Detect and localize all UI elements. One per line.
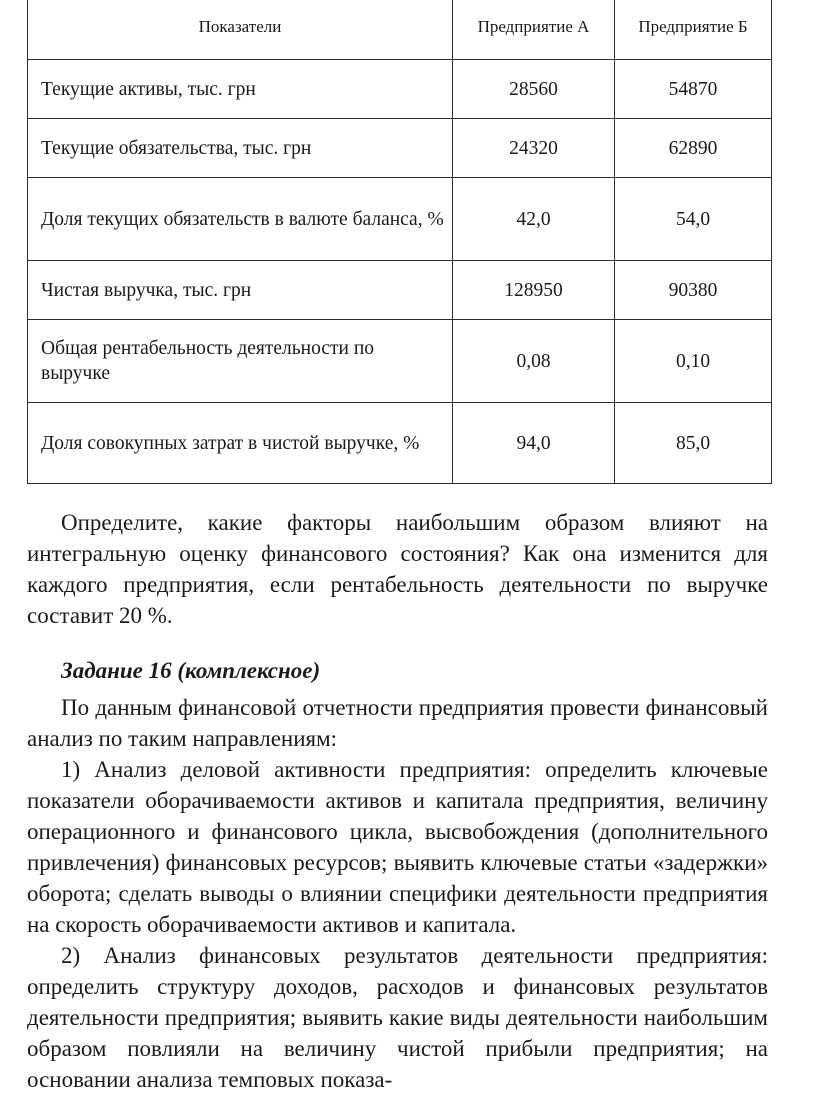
value-a: 94,0 (453, 403, 615, 484)
table-row (28, 60, 772, 119)
indicators-table (27, 0, 772, 484)
question-block (27, 507, 768, 631)
task-body (27, 692, 768, 1095)
header-indicators: Показатели (28, 0, 453, 60)
table-row (28, 119, 772, 178)
header-enterprise-b: Предприятие Б (615, 0, 772, 60)
task-item-1: 1) Анализ деловой активности предприятия: определить ключевые показатели оборачиваемости активов и капитала предприятия, величину операционного и финансового цикла, высвобождения (дополнительного привлечения) финансовых ресурсов; выявить ключевые статьи «задержки» оборота; сделать выводы о влиянии специфики деятельности предприятия на скорость оборачиваемости активов и капитала. (27, 757, 768, 937)
task-item-2: 2) Анализ финансовых результатов деятельности предприятия: определить структуру доходов, расходов и финансовых результатов деятельности предприятия; выявить какие виды деятельности наибольшим образом повлияли на величину чистой прибыли предприятия; на основании анализа темповых показа- (27, 943, 768, 1092)
row-label: Чистая выручка, тыс. грн (28, 261, 453, 320)
value-b: 54870 (615, 60, 772, 119)
question-paragraph: Определите, какие факторы наибольшим образом влияют на интегральную оценку финансового состояния? Как она изменится для каждого предприятия, если рентабельность деятельности по выручке составит 20 %. (27, 510, 768, 628)
value-b: 62890 (615, 119, 772, 178)
table-row (28, 178, 772, 261)
value-b: 85,0 (615, 403, 772, 484)
value-a: 128950 (453, 261, 615, 320)
table-row (28, 320, 772, 403)
table-row (28, 403, 772, 484)
task-intro-paragraph: По данным финансовой отчетности предприятия провести финансовый анализ по таким направлениям: (27, 695, 768, 751)
value-b: 90380 (615, 261, 772, 320)
table-row (28, 261, 772, 320)
value-b: 54,0 (615, 178, 772, 261)
value-a: 42,0 (453, 178, 615, 261)
task-heading: Задание 16 (комплексное) (61, 658, 321, 683)
value-a: 0,08 (453, 320, 615, 403)
row-label: Доля текущих обязательств в валюте баланса, % (28, 178, 453, 261)
value-b: 0,10 (615, 320, 772, 403)
row-label: Общая рентабельность деятельности по выручке (28, 320, 453, 403)
table-header-row (28, 0, 772, 60)
header-enterprise-a: Предприятие А (453, 0, 615, 60)
value-a: 28560 (453, 60, 615, 119)
value-a: 24320 (453, 119, 615, 178)
row-label: Текущие активы, тыс. грн (28, 60, 453, 119)
row-label: Текущие обязательства, тыс. грн (28, 119, 453, 178)
row-label: Доля совокупных затрат в чистой выручке, % (28, 403, 453, 484)
